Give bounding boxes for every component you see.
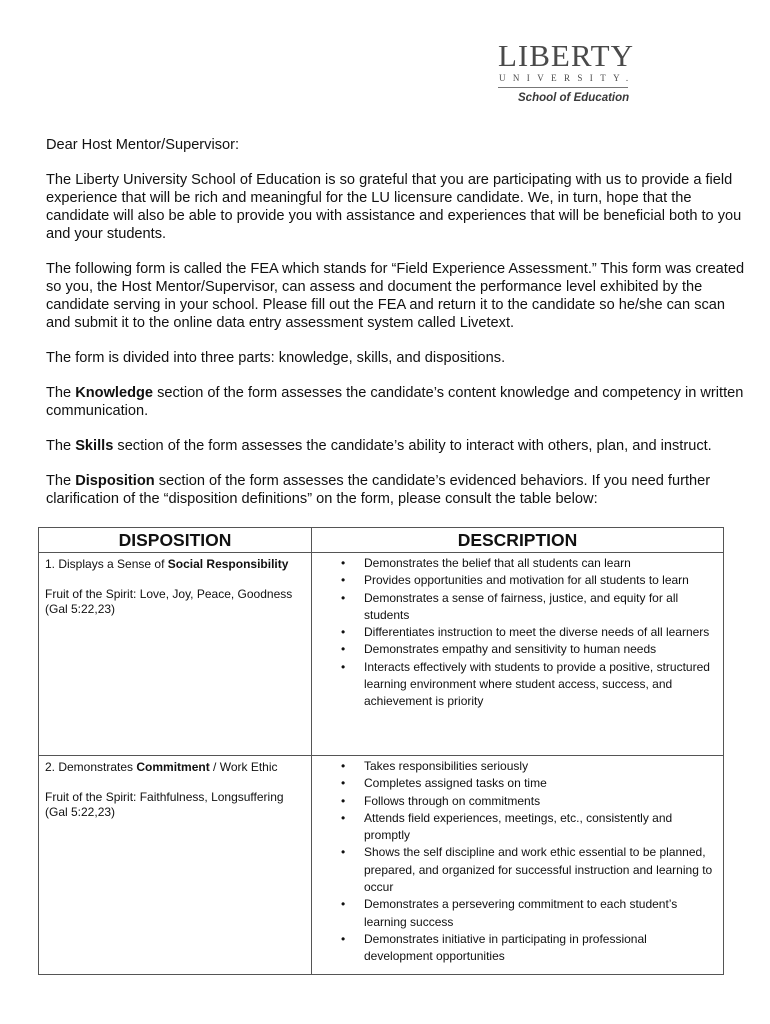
- list-item-text: Demonstrates a sense of fairness, justice, and equity for all students: [364, 590, 679, 622]
- title-bold: Commitment: [136, 760, 210, 774]
- fruit-of-spirit: Fruit of the Spirit: Love, Joy, Peace, Goodness (Gal 5:22,23): [45, 587, 293, 616]
- bullet-icon: •: [341, 897, 346, 912]
- description-list: [312, 758, 717, 966]
- list-item: [312, 590, 717, 625]
- paragraph-skills: [46, 437, 746, 455]
- letter-body: [46, 136, 746, 525]
- bullet-icon: •: [341, 556, 346, 570]
- list-item: [312, 931, 717, 966]
- liberty-university-logo: [496, 40, 636, 105]
- list-item: [312, 572, 717, 589]
- list-item: [312, 555, 717, 572]
- table-header-row: [39, 528, 724, 553]
- disposition-title: [45, 760, 307, 775]
- skills-pre: The: [46, 438, 76, 454]
- list-item: [312, 775, 717, 792]
- list-item-text: Follows through on commitments: [364, 793, 541, 808]
- title-bold: Social Responsibility: [167, 557, 289, 571]
- list-item: [312, 624, 717, 641]
- title-pre: 2. Demonstrates: [45, 760, 137, 774]
- bullet-icon: •: [341, 590, 346, 605]
- logo-school-name: School of Education: [518, 92, 630, 104]
- list-item-text: Interacts effectively with students to provide a positive, structured learning environment where student access, success, and achievement is priority: [364, 659, 710, 709]
- fruit-of-spirit: Fruit of the Spirit: Faithfulness, Longsuffering (Gal 5:22,23): [45, 790, 284, 819]
- list-item-text: Differentiates instruction to meet the diverse needs of all learners: [364, 625, 710, 640]
- list-item-text: Demonstrates empathy and sensitivity to human needs: [364, 642, 657, 657]
- disposition-table: [38, 527, 724, 975]
- list-item: [312, 758, 717, 775]
- skills-post: section of the form assesses the candidate’s ability to interact with others, plan, and instruct.: [113, 438, 712, 454]
- list-item: [312, 641, 717, 658]
- list-item: [312, 793, 717, 810]
- description-list: [312, 555, 717, 711]
- paragraph-knowledge: [46, 384, 746, 420]
- disposition-post: section of the form assesses the candidate’s evidenced behaviors. If you need further clarification of the “disposition definitions” on the form, please consult the table below:: [46, 473, 711, 507]
- paragraph-fea: The following form is called the FEA which stands for “Field Experience Assessment.” This form was created so you, the Host Mentor/Supervisor, can assess and document the performance level exhibited by the candidate serving in your school. Please fill out the FEA and return it to the candidate so he/she can scan and submit it to the online data entry assessment system called Livetext.: [46, 261, 745, 331]
- salutation: Dear Host Mentor/Supervisor:: [46, 137, 240, 153]
- bullet-icon: •: [341, 845, 346, 860]
- bullet-icon: •: [341, 659, 346, 674]
- paragraph-parts: The form is divided into three parts: knowledge, skills, and dispositions.: [46, 350, 506, 366]
- title-pre: 1. Displays a Sense of: [45, 557, 168, 571]
- description-cell: [312, 756, 724, 975]
- bullet-icon: •: [341, 642, 346, 657]
- list-item-text: Demonstrates the belief that all students can learn: [364, 556, 631, 570]
- table-row: [39, 553, 724, 756]
- list-item-text: Demonstrates a persevering commitment to each student’s learning success: [364, 897, 678, 929]
- list-item-text: Completes assigned tasks on time: [364, 776, 547, 791]
- list-item-text: Demonstrates initiative in participating in professional development opportunities: [364, 931, 647, 964]
- list-item: [312, 659, 717, 711]
- list-item: [312, 844, 717, 896]
- paragraph-intro: The Liberty University School of Education is so grateful that you are participating with us to provide a field experience that will be rich and meaningful for the LU licensure candidate. We, in turn, hope that the candidate will also be able to provide you with assistance and experiences that will be beneficial both to you and your students.: [46, 172, 742, 242]
- bullet-icon: •: [341, 625, 346, 640]
- list-item: [312, 810, 717, 845]
- paragraph-disposition: [46, 472, 746, 508]
- knowledge-term: Knowledge: [75, 385, 154, 401]
- header-description: DESCRIPTION: [312, 528, 724, 553]
- logo-divider: [498, 87, 628, 88]
- header-disposition: DISPOSITION: [39, 528, 312, 553]
- title-post: / Work Ethic: [209, 760, 278, 774]
- bullet-icon: •: [341, 759, 346, 773]
- description-cell: [312, 553, 724, 756]
- knowledge-pre: The: [46, 385, 76, 401]
- bullet-icon: •: [341, 931, 346, 946]
- disposition-pre: The: [46, 473, 76, 489]
- list-item: [312, 896, 717, 931]
- logo-subtitle: UNIVERSITY.: [499, 73, 636, 83]
- bullet-icon: •: [341, 810, 346, 825]
- list-item-text: Takes responsibilities seriously: [364, 759, 529, 773]
- knowledge-post: section of the form assesses the candidate’s content knowledge and competency in written communication.: [46, 385, 744, 419]
- bullet-icon: •: [341, 776, 346, 791]
- disposition-term: Disposition: [75, 473, 155, 489]
- list-item-text: Shows the self discipline and work ethic essential to be planned, prepared, and organized for successful instruction and learning to occur: [364, 845, 713, 895]
- disposition-title: [45, 557, 307, 572]
- table-row: [39, 756, 724, 975]
- bullet-icon: •: [341, 573, 346, 588]
- disposition-cell: [39, 756, 312, 975]
- list-item-text: Attends field experiences, meetings, etc., consistently and promptly: [364, 810, 673, 843]
- logo-name: LIBERTY: [498, 38, 635, 73]
- bullet-icon: •: [341, 793, 346, 808]
- list-item-text: Provides opportunities and motivation for all students to learn: [364, 573, 689, 588]
- skills-term: Skills: [75, 438, 114, 454]
- disposition-cell: [39, 553, 312, 756]
